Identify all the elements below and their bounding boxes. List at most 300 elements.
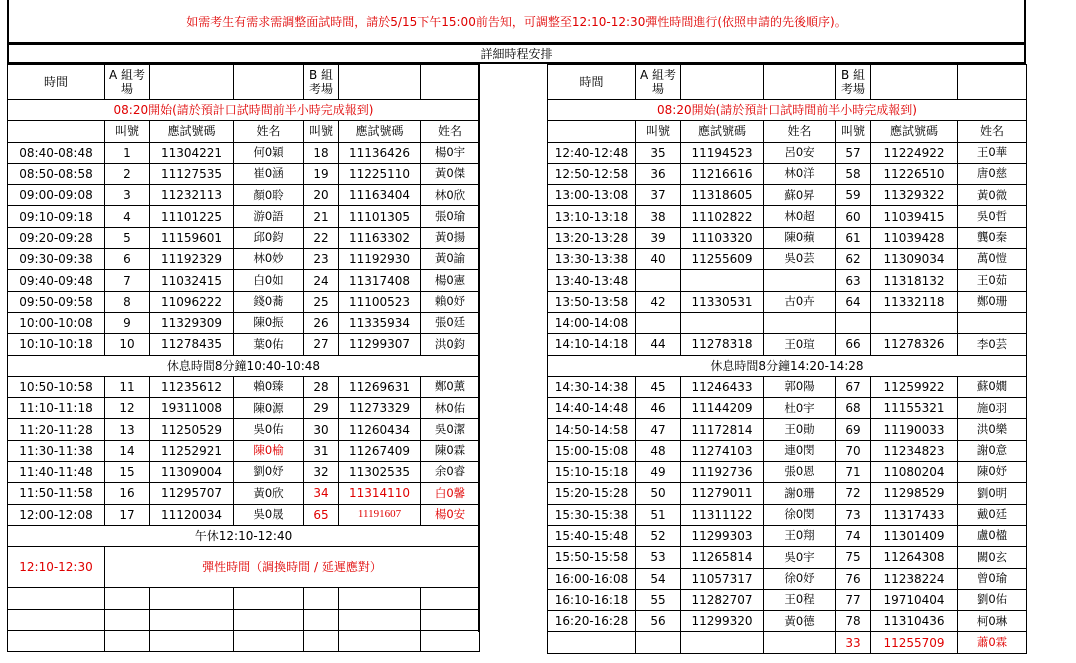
b-exam-no-cell: 11298529	[871, 483, 958, 504]
table-row	[8, 270, 480, 291]
time-cell: 14:30-14:38	[548, 376, 636, 397]
b-name-cell: 鄭0薰	[421, 376, 480, 397]
table-row	[548, 185, 1027, 206]
b-name-cell: 林0欣	[421, 185, 480, 206]
empty-cell	[421, 609, 480, 630]
a-name-cell: 林0洋	[764, 163, 836, 184]
a-name-cell: 葉0佑	[234, 334, 304, 355]
empty-cell	[105, 630, 150, 651]
a-call-cell: 5	[105, 227, 150, 248]
empty-cell	[304, 588, 339, 609]
empty-row	[8, 630, 480, 651]
table-row	[548, 206, 1027, 227]
table-row	[548, 312, 1027, 333]
b-name-cell: 王0華	[958, 142, 1027, 163]
call-header: 叫號	[304, 121, 339, 142]
b-call-cell: 22	[304, 227, 339, 248]
table-row	[8, 398, 480, 419]
time-column-header: 時間	[8, 65, 105, 100]
a-exam-no-cell: 11265814	[681, 547, 764, 568]
call-header: 叫號	[836, 121, 871, 142]
a-call-cell: 37	[636, 185, 681, 206]
a-name-cell: 崔0涵	[234, 163, 304, 184]
a-call-cell: 4	[105, 206, 150, 227]
a-name-cell: 王0翔	[764, 525, 836, 546]
b-name-cell: 龔0秦	[958, 227, 1027, 248]
b-exam-no-cell: 11314110	[339, 483, 421, 504]
time-cell: 14:00-14:08	[548, 312, 636, 333]
b-exam-no-cell: 11101305	[339, 206, 421, 227]
time-cell: 16:10-16:18	[548, 589, 636, 610]
time-cell: 08:50-08:58	[8, 163, 105, 184]
b-name-cell: 蕭0霖	[958, 632, 1027, 653]
table-row	[548, 291, 1027, 312]
break-label: 休息時間8分鐘14:20-14:28	[548, 355, 1027, 376]
time-cell: 13:50-13:58	[548, 291, 636, 312]
b-call-cell: 60	[836, 206, 871, 227]
empty-cell	[304, 630, 339, 651]
time-cell: 13:00-13:08	[548, 185, 636, 206]
a-name-cell: 古0卉	[764, 291, 836, 312]
b-name-cell: 黃0諭	[421, 249, 480, 270]
b-exam-no-cell: 11225110	[339, 163, 421, 184]
a-name-cell: 吳0晟	[234, 504, 304, 525]
b-exam-no-cell: 11238224	[871, 568, 958, 589]
a-name-cell: 王0瑄	[764, 334, 836, 355]
b-call-cell: 61	[836, 227, 871, 248]
a-blank-header	[234, 65, 304, 100]
a-name-cell: 王0程	[764, 589, 836, 610]
a-exam-no-cell: 11278318	[681, 334, 764, 355]
a-name-cell	[764, 312, 836, 333]
b-exam-no-cell: 11302535	[339, 462, 421, 483]
table-row	[8, 227, 480, 248]
a-exam-no-cell: 19311008	[150, 398, 234, 419]
table-row	[548, 419, 1027, 440]
a-call-cell: 51	[636, 504, 681, 525]
b-name-cell: 唐0慈	[958, 163, 1027, 184]
table-row	[548, 462, 1027, 483]
a-exam-no-cell: 11250529	[150, 419, 234, 440]
time-cell: 10:00-10:08	[8, 312, 105, 333]
time-cell: 09:30-09:38	[8, 249, 105, 270]
a-exam-no-cell: 11279011	[681, 483, 764, 504]
a-call-cell: 50	[636, 483, 681, 504]
table-row	[548, 632, 1027, 653]
time-cell: 15:30-15:38	[548, 504, 636, 525]
b-name-cell: 張0瑜	[421, 206, 480, 227]
a-name-cell: 白0如	[234, 270, 304, 291]
b-call-cell: 66	[836, 334, 871, 355]
a-call-cell: 55	[636, 589, 681, 610]
sub-header-blank	[8, 121, 105, 142]
a-name-cell: 連0閔	[764, 440, 836, 461]
table-row	[548, 440, 1027, 461]
a-name-cell: 徐0閔	[764, 504, 836, 525]
a-call-cell: 47	[636, 419, 681, 440]
a-exam-no-cell: 11102822	[681, 206, 764, 227]
empty-cell	[150, 609, 234, 630]
b-room-header: B 組考場	[836, 65, 871, 100]
b-name-cell: 萬0愷	[958, 249, 1027, 270]
b-exam-no-cell: 11301409	[871, 525, 958, 546]
empty-cell	[8, 630, 105, 651]
a-exam-no-cell: 11235612	[150, 376, 234, 397]
b-call-cell: 19	[304, 163, 339, 184]
time-cell: 16:20-16:28	[548, 611, 636, 632]
a-exam-no-cell: 11194523	[681, 142, 764, 163]
b-exam-no-cell: 11155321	[871, 398, 958, 419]
b-call-cell: 59	[836, 185, 871, 206]
column-header-row	[548, 65, 1027, 100]
a-name-cell: 郭0陽	[764, 376, 836, 397]
time-cell: 13:30-13:38	[548, 249, 636, 270]
right-schedule-panel	[547, 64, 1026, 654]
a-exam-no-cell: 11278435	[150, 334, 234, 355]
b-exam-no-cell: 11192930	[339, 249, 421, 270]
b-name-cell: 柯0琳	[958, 611, 1027, 632]
time-cell: 10:50-10:58	[8, 376, 105, 397]
b-exam-no-cell: 11136426	[339, 142, 421, 163]
a-exam-no-cell	[681, 312, 764, 333]
sub-header-blank	[548, 121, 636, 142]
a-name-cell: 陳0源	[234, 398, 304, 419]
b-exam-no-cell: 11234823	[871, 440, 958, 461]
a-call-cell	[636, 632, 681, 653]
a-call-cell: 7	[105, 270, 150, 291]
a-name-cell: 黃0欣	[234, 483, 304, 504]
b-exam-no-cell: 11039415	[871, 206, 958, 227]
a-exam-no-cell: 11252921	[150, 440, 234, 461]
a-call-cell: 38	[636, 206, 681, 227]
b-exam-no-cell: 11259922	[871, 376, 958, 397]
b-blank-header	[421, 65, 480, 100]
a-name-cell: 錢0蕎	[234, 291, 304, 312]
b-name-cell: 余0睿	[421, 462, 480, 483]
b-call-cell: 57	[836, 142, 871, 163]
break-label: 休息時間8分鐘10:40-10:48	[8, 355, 480, 376]
b-name-cell: 楊0宇	[421, 142, 480, 163]
a-call-cell: 16	[105, 483, 150, 504]
a-call-cell: 54	[636, 568, 681, 589]
a-exam-no-cell: 11299303	[681, 525, 764, 546]
time-cell: 09:50-09:58	[8, 291, 105, 312]
time-cell: 15:40-15:48	[548, 525, 636, 546]
table-row	[548, 163, 1027, 184]
table-row	[548, 611, 1027, 632]
a-blank-header	[764, 65, 836, 100]
b-call-cell: 65	[304, 504, 339, 525]
time-cell: 15:00-15:08	[548, 440, 636, 461]
table-row	[8, 312, 480, 333]
b-name-cell: 白0馨	[421, 483, 480, 504]
b-exam-no-cell: 11264308	[871, 547, 958, 568]
table-row	[8, 249, 480, 270]
b-call-cell: 78	[836, 611, 871, 632]
time-cell: 12:50-12:58	[548, 163, 636, 184]
b-exam-no-cell: 11226510	[871, 163, 958, 184]
b-exam-no-cell: 11190033	[871, 419, 958, 440]
a-name-cell: 何0穎	[234, 142, 304, 163]
empty-cell	[339, 630, 421, 651]
name-header: 姓名	[421, 121, 480, 142]
notice-banner: 如需考生有需求需調整面試時間，請於5/15下午15:00前告知，可調整至12:10-12:30彈性時間進行(依照申請的先後順序)。	[7, 0, 1026, 44]
b-exam-no-cell: 11255709	[871, 632, 958, 653]
b-name-cell: 黃0揚	[421, 227, 480, 248]
b-name-cell: 洪0鈞	[421, 334, 480, 355]
table-row	[548, 589, 1027, 610]
time-cell: 15:10-15:18	[548, 462, 636, 483]
empty-cell	[8, 588, 105, 609]
b-call-cell: 31	[304, 440, 339, 461]
b-call-cell: 58	[836, 163, 871, 184]
table-row	[548, 525, 1027, 546]
a-call-cell: 49	[636, 462, 681, 483]
a-exam-no-cell: 11232113	[150, 185, 234, 206]
a-call-cell: 45	[636, 376, 681, 397]
a-exam-no-cell: 11192736	[681, 462, 764, 483]
panel-divider	[478, 64, 548, 632]
a-name-cell: 蘇0昇	[764, 185, 836, 206]
schedule-header: 詳細時程安排	[7, 43, 1026, 64]
b-call-cell: 30	[304, 419, 339, 440]
a-exam-no-cell: 11057317	[681, 568, 764, 589]
b-call-cell: 69	[836, 419, 871, 440]
empty-row	[8, 588, 480, 609]
time-cell: 13:20-13:28	[548, 227, 636, 248]
a-name-cell: 陳0蘋	[764, 227, 836, 248]
b-name-cell: 闕0玄	[958, 547, 1027, 568]
time-cell: 11:50-11:58	[8, 483, 105, 504]
a-name-cell: 謝0珊	[764, 483, 836, 504]
a-name-cell: 徐0妤	[764, 568, 836, 589]
a-call-cell: 36	[636, 163, 681, 184]
a-call-cell: 15	[105, 462, 150, 483]
a-name-cell: 黃0德	[764, 611, 836, 632]
a-call-cell: 42	[636, 291, 681, 312]
b-name-cell: 洪0樂	[958, 419, 1027, 440]
b-call-cell: 34	[304, 483, 339, 504]
empty-row	[8, 609, 480, 630]
table-row	[8, 419, 480, 440]
a-blank-header	[150, 65, 234, 100]
a-name-cell: 吳0宇	[764, 547, 836, 568]
time-cell: 11:20-11:28	[8, 419, 105, 440]
b-name-cell: 施0羽	[958, 398, 1027, 419]
time-cell: 15:20-15:28	[548, 483, 636, 504]
exam-no-header: 應試號碼	[871, 121, 958, 142]
lunch-row	[8, 525, 480, 546]
b-call-cell: 18	[304, 142, 339, 163]
b-call-cell: 73	[836, 504, 871, 525]
empty-cell	[234, 588, 304, 609]
empty-cell	[8, 609, 105, 630]
b-exam-no-cell: 11100523	[339, 291, 421, 312]
a-exam-no-cell: 11330531	[681, 291, 764, 312]
b-call-cell: 62	[836, 249, 871, 270]
sub-header-row	[8, 121, 480, 142]
b-exam-no-cell: 11309034	[871, 249, 958, 270]
b-exam-no-cell: 11269631	[339, 376, 421, 397]
a-call-cell	[636, 270, 681, 291]
a-call-cell: 9	[105, 312, 150, 333]
table-row	[8, 291, 480, 312]
table-row	[548, 568, 1027, 589]
b-call-cell: 74	[836, 525, 871, 546]
time-cell: 11:40-11:48	[8, 462, 105, 483]
a-call-cell: 56	[636, 611, 681, 632]
a-exam-no-cell: 11032415	[150, 270, 234, 291]
a-name-cell: 王0勛	[764, 419, 836, 440]
b-name-cell: 楊0憲	[421, 270, 480, 291]
a-exam-no-cell: 11295707	[150, 483, 234, 504]
a-exam-no-cell: 11318605	[681, 185, 764, 206]
b-exam-no-cell: 11224922	[871, 142, 958, 163]
break-row	[8, 355, 480, 376]
name-header: 姓名	[958, 121, 1027, 142]
a-name-cell: 游0語	[234, 206, 304, 227]
a-call-cell: 14	[105, 440, 150, 461]
time-cell: 14:40-14:48	[548, 398, 636, 419]
b-call-cell: 29	[304, 398, 339, 419]
b-call-cell: 33	[836, 632, 871, 653]
time-cell: 08:40-08:48	[8, 142, 105, 163]
flex-time-label: 彈性時間（調換時間 / 延遲應對）	[105, 547, 480, 588]
b-exam-no-cell: 11318132	[871, 270, 958, 291]
empty-cell	[339, 609, 421, 630]
b-name-cell: 張0廷	[421, 312, 480, 333]
time-cell: 09:10-09:18	[8, 206, 105, 227]
b-call-cell: 72	[836, 483, 871, 504]
start-note: 08:20開始(請於預計口試時間前半小時完成報到)	[548, 100, 1027, 121]
b-call-cell: 75	[836, 547, 871, 568]
a-exam-no-cell: 11101225	[150, 206, 234, 227]
b-name-cell: 黃0微	[958, 185, 1027, 206]
empty-cell	[304, 609, 339, 630]
time-cell: 14:50-14:58	[548, 419, 636, 440]
b-blank-header	[871, 65, 958, 100]
empty-cell	[150, 630, 234, 651]
b-exam-no-cell: 11273329	[339, 398, 421, 419]
b-call-cell: 67	[836, 376, 871, 397]
a-exam-no-cell: 11103320	[681, 227, 764, 248]
b-call-cell: 24	[304, 270, 339, 291]
a-name-cell	[764, 270, 836, 291]
column-header-row	[8, 65, 480, 100]
time-column-header: 時間	[548, 65, 636, 100]
flex-time: 12:10-12:30	[8, 547, 105, 588]
b-exam-no-cell: 11335934	[339, 312, 421, 333]
table-row	[548, 142, 1027, 163]
time-cell: 16:00-16:08	[548, 568, 636, 589]
b-exam-no-cell: 11267409	[339, 440, 421, 461]
table-row	[8, 185, 480, 206]
exam-no-header: 應試號碼	[681, 121, 764, 142]
a-call-cell: 44	[636, 334, 681, 355]
b-call-cell: 71	[836, 462, 871, 483]
table-row	[8, 462, 480, 483]
table-row	[8, 163, 480, 184]
b-exam-no-cell: 19710404	[871, 589, 958, 610]
b-name-cell: 李0芸	[958, 334, 1027, 355]
b-call-cell: 77	[836, 589, 871, 610]
b-name-cell: 楊0安	[421, 504, 480, 525]
a-exam-no-cell: 11311122	[681, 504, 764, 525]
a-call-cell: 1	[105, 142, 150, 163]
b-name-cell: 王0茹	[958, 270, 1027, 291]
table-row	[8, 440, 480, 461]
time-cell: 12:40-12:48	[548, 142, 636, 163]
b-exam-no-cell	[871, 312, 958, 333]
a-exam-no-cell: 11120034	[150, 504, 234, 525]
a-exam-no-cell: 11274103	[681, 440, 764, 461]
a-exam-no-cell: 11299320	[681, 611, 764, 632]
b-exam-no-cell: 11317408	[339, 270, 421, 291]
b-name-cell: 鄭0珊	[958, 291, 1027, 312]
a-name-cell: 陳0榆	[234, 440, 304, 461]
time-cell: 10:10-10:18	[8, 334, 105, 355]
time-cell: 11:10-11:18	[8, 398, 105, 419]
a-name-cell: 劉0妤	[234, 462, 304, 483]
table-row	[548, 249, 1027, 270]
b-name-cell: 謝0意	[958, 440, 1027, 461]
a-name-cell: 林0妙	[234, 249, 304, 270]
empty-cell	[105, 609, 150, 630]
a-call-cell: 46	[636, 398, 681, 419]
b-call-cell	[836, 312, 871, 333]
a-exam-no-cell: 11159601	[150, 227, 234, 248]
a-room-header: A 組考場	[105, 65, 150, 100]
b-name-cell: 吳0潔	[421, 419, 480, 440]
b-call-cell: 20	[304, 185, 339, 206]
empty-cell	[421, 630, 480, 651]
table-row	[8, 206, 480, 227]
time-cell: 09:20-09:28	[8, 227, 105, 248]
a-name-cell: 張0恩	[764, 462, 836, 483]
b-call-cell: 25	[304, 291, 339, 312]
a-call-cell: 52	[636, 525, 681, 546]
a-name-cell: 吳0芸	[764, 249, 836, 270]
b-exam-no-cell: 11163302	[339, 227, 421, 248]
b-call-cell: 63	[836, 270, 871, 291]
a-exam-no-cell: 11172814	[681, 419, 764, 440]
a-exam-no-cell: 11255609	[681, 249, 764, 270]
table-row	[548, 504, 1027, 525]
a-call-cell: 39	[636, 227, 681, 248]
a-exam-no-cell	[681, 270, 764, 291]
b-room-header: B 組考場	[304, 65, 339, 100]
b-exam-no-cell: 11329322	[871, 185, 958, 206]
empty-cell	[150, 588, 234, 609]
a-exam-no-cell: 11144209	[681, 398, 764, 419]
table-row	[548, 547, 1027, 568]
b-name-cell: 吳0哲	[958, 206, 1027, 227]
b-exam-no-cell: 11310436	[871, 611, 958, 632]
b-name-cell: 陳0霖	[421, 440, 480, 461]
break-row	[548, 355, 1027, 376]
a-exam-no-cell: 11192329	[150, 249, 234, 270]
a-name-cell: 吳0佑	[234, 419, 304, 440]
a-name-cell: 陳0振	[234, 312, 304, 333]
a-call-cell: 17	[105, 504, 150, 525]
a-call-cell: 12	[105, 398, 150, 419]
b-name-cell: 劉0明	[958, 483, 1027, 504]
empty-cell	[339, 588, 421, 609]
call-header: 叫號	[636, 121, 681, 142]
left-schedule-panel	[7, 64, 479, 652]
empty-cell	[421, 588, 480, 609]
b-name-cell: 陳0妤	[958, 462, 1027, 483]
